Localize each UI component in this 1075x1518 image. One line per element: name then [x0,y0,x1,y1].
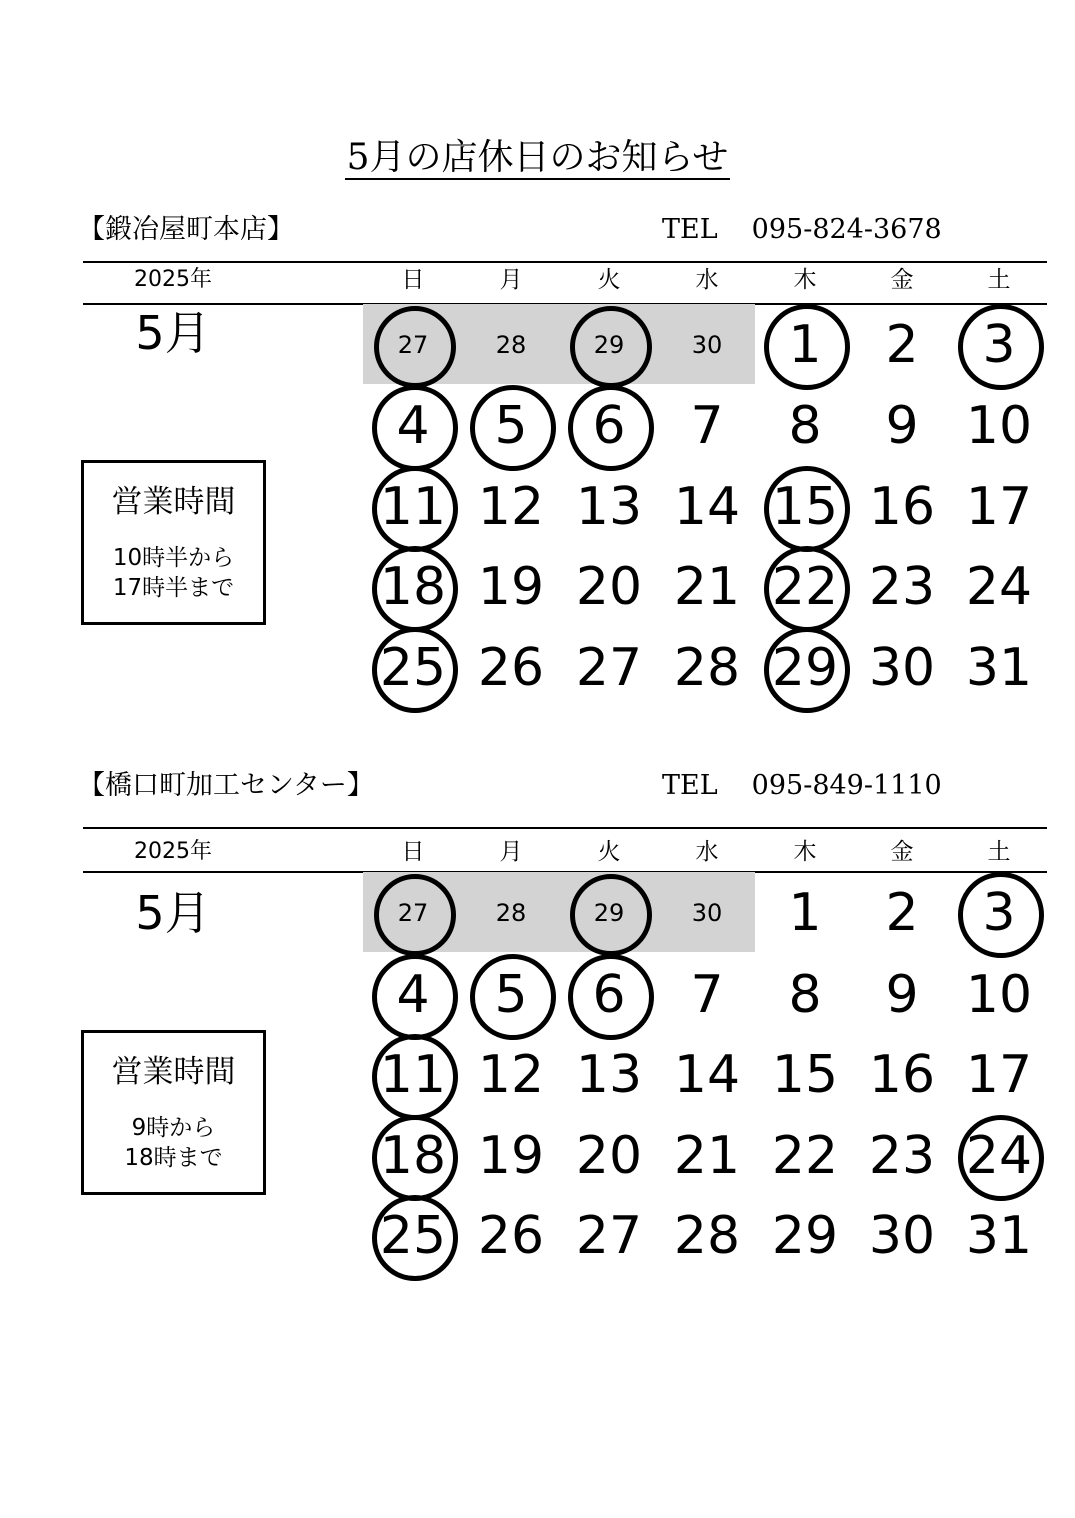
day-number: 29 [593,899,625,927]
day-number: 11 [379,1045,447,1105]
calendar-day [658,1196,756,1276]
calendar-day [658,467,756,547]
calendar-day [462,1035,560,1115]
calendar-day [756,1116,854,1196]
day-number: 26 [477,1206,545,1266]
day-number: 15 [771,1045,839,1105]
calendar-day [853,628,951,708]
day-number: 4 [396,965,430,1025]
day-number: 7 [690,965,724,1025]
day-number: 22 [771,1126,839,1186]
business-hours-close: 17時半まで [112,575,235,601]
day-number: 5 [494,396,528,456]
calendar-day [560,1116,658,1196]
calendar-day-closed [950,873,1048,953]
calendar-day [853,955,951,1035]
calendar-day-closed [560,873,658,953]
business-hours-box [81,1030,266,1195]
business-hours-time [84,543,263,603]
calendar-day [853,873,951,953]
dow-mon: 月 [499,839,523,865]
day-number: 30 [691,899,723,927]
day-number: 30 [868,1206,936,1266]
calendar-day [950,547,1048,627]
calendar-day [560,1196,658,1276]
day-number: 17 [965,477,1033,537]
business-hours-box [81,460,266,625]
day-number: 24 [965,1126,1033,1186]
calendar-day-closed [560,386,658,466]
day-number: 3 [982,315,1016,375]
calendar-day [462,467,560,547]
business-hours-time [84,1113,263,1173]
day-number: 29 [593,331,625,359]
day-number: 13 [575,1045,643,1105]
business-hours-title: 営業時間 [111,1054,236,1090]
calendar-day [658,873,756,953]
business-hours-open: 9時から [131,1115,216,1141]
day-number: 27 [575,1206,643,1266]
day-number: 24 [965,557,1033,617]
calendar-day-closed [560,955,658,1035]
calendar-day [462,873,560,953]
calendar-day [853,386,951,466]
day-number: 2 [885,883,919,943]
dow-sun: 日 [401,839,425,865]
calendar-month: 5月 [135,886,211,940]
day-number: 9 [885,965,919,1025]
calendar-day-closed [462,955,560,1035]
calendar-header-top-rule [83,827,1047,829]
day-number: 14 [673,477,741,537]
day-number: 3 [982,883,1016,943]
day-number: 21 [673,557,741,617]
day-number: 16 [868,1045,936,1105]
day-number: 21 [673,1126,741,1186]
page-title [0,136,1075,180]
calendar-day [462,547,560,627]
store-section-main [0,210,1075,730]
store-tel [662,766,942,806]
day-number: 31 [965,1206,1033,1266]
day-number: 6 [592,396,626,456]
day-number: 8 [788,965,822,1025]
calendar-day [462,305,560,385]
calendar-day-closed [364,628,462,708]
store-name: 【鍛冶屋町本店】 [78,214,294,245]
day-number: 12 [477,477,545,537]
calendar-day [658,1035,756,1115]
day-number: 30 [691,331,723,359]
business-hours-open: 10時半から [112,545,235,571]
calendar-day [658,628,756,708]
day-number: 31 [965,638,1033,698]
calendar-day-closed [364,467,462,547]
dow-fri: 金 [890,267,914,293]
day-number: 29 [771,1206,839,1266]
day-number: 11 [379,477,447,537]
calendar-day-closed [364,955,462,1035]
store-section-processing-center [0,766,1075,1286]
day-number: 20 [575,1126,643,1186]
dow-sat: 土 [987,267,1011,293]
calendar-day [756,1035,854,1115]
day-number: 25 [379,638,447,698]
business-hours-close: 18時まで [124,1145,223,1171]
day-number: 8 [788,396,822,456]
calendar-year: 2025年 [134,267,212,292]
day-number: 28 [673,1206,741,1266]
day-number: 26 [477,638,545,698]
day-number: 12 [477,1045,545,1105]
dow-sat: 土 [987,839,1011,865]
calendar-day [950,467,1048,547]
day-number: 6 [592,965,626,1025]
calendar-day [950,628,1048,708]
calendar-day-closed [560,305,658,385]
calendar-day [853,1035,951,1115]
day-number: 2 [885,315,919,375]
day-number: 20 [575,557,643,617]
calendar-day [853,1116,951,1196]
calendar-day [658,305,756,385]
day-number: 13 [575,477,643,537]
calendar-day-closed [462,386,560,466]
dow-thu: 木 [793,839,817,865]
day-number: 17 [965,1045,1033,1105]
calendar-day [853,467,951,547]
tel-number: 095-824-3678 [751,214,942,245]
calendar-day [462,628,560,708]
calendar-day-closed [364,873,462,953]
day-number: 19 [477,1126,545,1186]
day-number: 9 [885,396,919,456]
day-number: 28 [495,899,527,927]
calendar-day [560,628,658,708]
business-hours-title: 営業時間 [111,484,236,520]
calendar-day [658,386,756,466]
calendar-day-closed [364,1196,462,1276]
calendar-day [756,1196,854,1276]
day-number: 27 [397,899,429,927]
calendar-day [950,386,1048,466]
day-number: 18 [379,557,447,617]
dow-tue: 火 [597,839,621,865]
calendar-day [658,547,756,627]
tel-label: TEL [662,214,718,245]
calendar-day [560,467,658,547]
dow-thu: 木 [793,267,817,293]
day-number: 25 [379,1206,447,1266]
calendar-day [853,305,951,385]
day-number: 23 [868,1126,936,1186]
calendar-year: 2025年 [134,839,212,864]
page-title-text: 5月の店休日のお知らせ [346,137,729,178]
day-number: 7 [690,396,724,456]
calendar-day [560,547,658,627]
calendar-day [756,873,854,953]
calendar-day-closed [950,1116,1048,1196]
calendar-day [950,1035,1048,1115]
day-number: 28 [673,638,741,698]
day-number: 30 [868,638,936,698]
calendar-day [658,955,756,1035]
day-number: 28 [495,331,527,359]
calendar-day [853,1196,951,1276]
day-number: 22 [771,557,839,617]
day-number: 1 [788,883,822,943]
day-number: 16 [868,477,936,537]
day-number: 15 [771,477,839,537]
calendar-month: 5月 [135,306,211,360]
tel-number: 095-849-1110 [751,770,942,801]
day-number: 5 [494,965,528,1025]
day-number: 10 [965,965,1033,1025]
tel-label: TEL [662,770,718,801]
day-number: 23 [868,557,936,617]
calendar-day-closed [756,305,854,385]
dow-sun: 日 [401,267,425,293]
dow-mon: 月 [499,267,523,293]
calendar-day-closed [756,547,854,627]
day-number: 4 [396,396,430,456]
calendar-day-closed [364,1116,462,1196]
day-number: 14 [673,1045,741,1105]
calendar-day [462,1116,560,1196]
day-number: 27 [575,638,643,698]
store-tel [662,210,942,250]
day-number: 19 [477,557,545,617]
dow-fri: 金 [890,839,914,865]
calendar-day [853,547,951,627]
dow-wed: 水 [695,839,719,865]
calendar-day [950,955,1048,1035]
day-number: 18 [379,1126,447,1186]
calendar-day [756,386,854,466]
calendar-day-closed [364,547,462,627]
calendar-day [658,1116,756,1196]
calendar-day-closed [756,628,854,708]
day-number: 29 [771,638,839,698]
day-number: 1 [788,315,822,375]
calendar-day-closed [756,467,854,547]
dow-tue: 火 [597,267,621,293]
calendar-day [462,1196,560,1276]
calendar-day-closed [364,305,462,385]
calendar-day [756,955,854,1035]
calendar-day [950,1196,1048,1276]
calendar-day [560,1035,658,1115]
store-name: 【橋口町加工センター】 [78,770,374,801]
calendar-day-closed [364,1035,462,1115]
day-number: 10 [965,396,1033,456]
calendar-day-closed [950,305,1048,385]
calendar-day-closed [364,386,462,466]
day-number: 27 [397,331,429,359]
dow-wed: 水 [695,267,719,293]
